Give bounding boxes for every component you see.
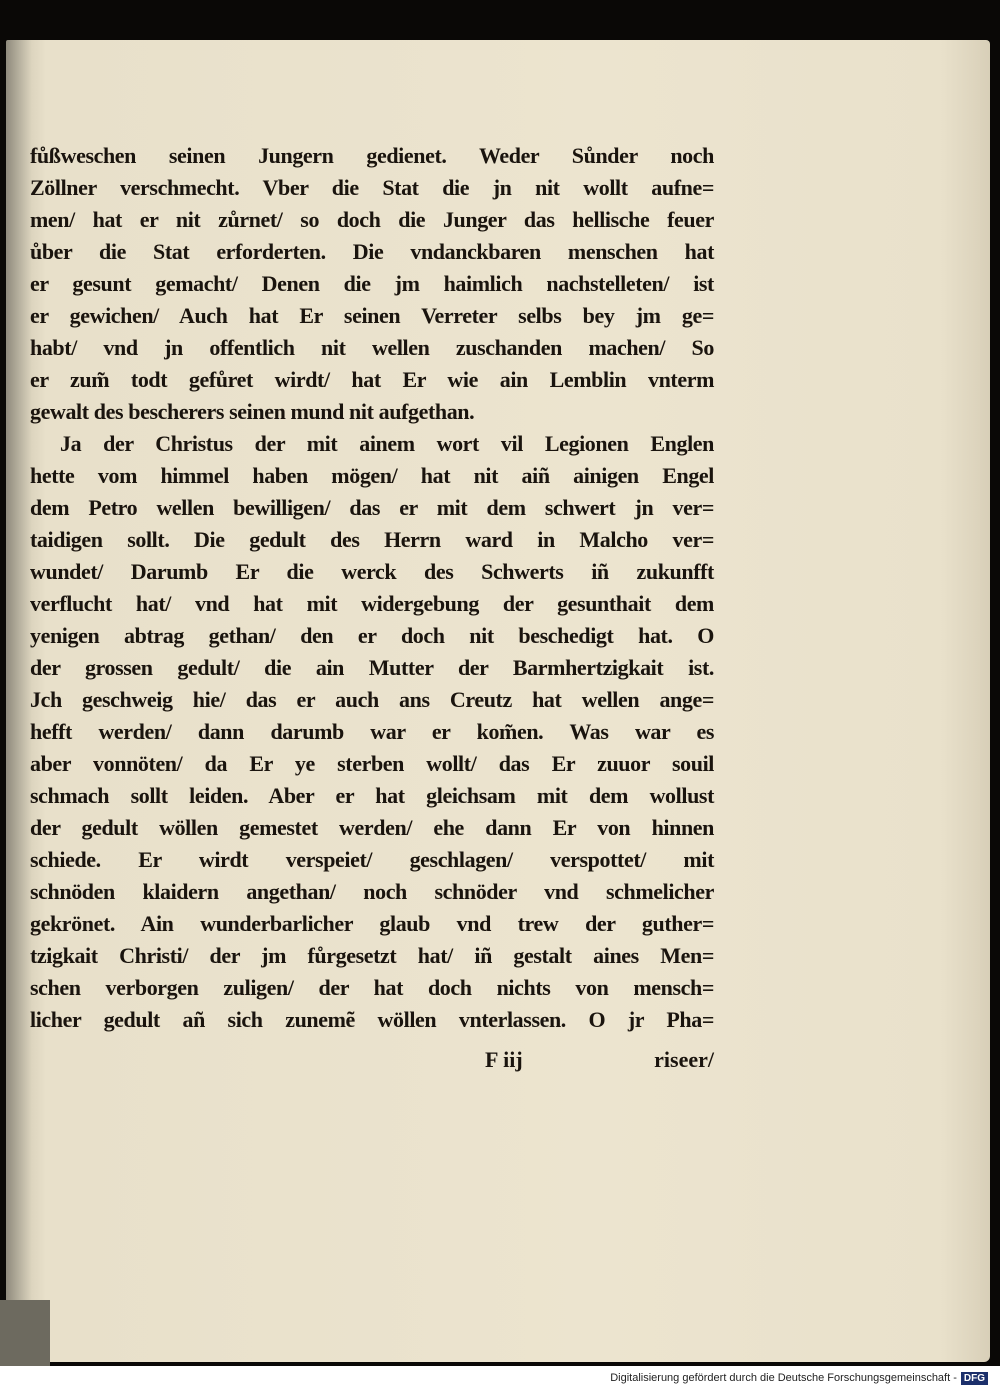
text-line: hette vom himmel haben mögen/ hat nit aiñ ainigen Engel [30,463,714,488]
text-line: er gesunt gemacht/ Denen die jm haimlich nachstelleten/ ist [30,271,714,296]
book-gutter [0,1300,50,1366]
text-line: er gewichen/ Auch hat Er seinen Verreter selbs bey jm ge= [30,303,714,328]
text-line: wundet/ Darumb Er die werck des Schwerts iñ zukunfft [30,559,714,584]
text-line: er zum̃ todt gefůret wirdt/ hat Er wie ain Lemblin vnterm [30,367,714,392]
text-line: dem Petro wellen bewilligen/ das er mit dem schwert jn ver= [30,495,714,520]
text-line: Ja der Christus der mit ainem wort vil Legionen Englen [60,431,714,456]
text-line: der gedult wöllen gemestet werden/ ehe dann Er von hinnen [30,815,714,840]
text-line: ůber die Stat erforderten. Die vndanckbaren menschen hat [30,239,714,264]
page-text [30,140,714,1036]
text-line: fůßweschen seinen Jungern gedienet. Weder Sůnder noch [30,143,714,168]
text-line: schiede. Er wirdt verspeiet/ geschlagen/ verspottet/ mit [30,847,714,872]
text-line: gekrönet. Ain wunderbarlicher glaub vnd trew der guther= [30,911,714,936]
text-line: schen verborgen zuligen/ der hat doch nichts von mensch= [30,975,714,1000]
digitization-credit [610,1370,988,1386]
text-line: Jch geschweig hie/ das er auch ans Creutz hat wellen ange= [30,687,714,712]
text-line: aber vonnöten/ da Er ye sterben wollt/ das Er zuuor souil [30,751,714,776]
credit-text: Digitalisierung gefördert durch die Deutsche Forschungsgemeinschaft - [610,1372,957,1384]
page-footer-line [30,1044,714,1076]
text-line: men/ hat er nit zůrnet/ so doch die Junger das hellische feuer [30,207,714,232]
text-line: gewalt des bescherers seinen mund nit aufgethan. [30,399,475,424]
dfg-logo: DFG [961,1372,988,1385]
text-line: habt/ vnd jn offentlich nit wellen zuschanden machen/ So [30,335,714,360]
signature-mark: F iij [485,1047,523,1072]
text-line: verflucht hat/ vnd hat mit widergebung der gesunthait dem [30,591,714,616]
text-line: licher gedult añ sich zunemẽ wöllen vnterlassen. O jr Pha= [30,1007,714,1032]
text-line: tzigkait Christi/ der jm fůrgesetzt hat/ iñ gestalt aines Men= [30,943,714,968]
text-line: Zöllner verschmecht. Vber die Stat die jn nit wollt aufne= [30,175,714,200]
text-line: der grossen gedult/ die ain Mutter der Barmhertzigkait ist. [30,655,714,680]
text-line: schnöden klaidern angethan/ noch schnöder vnd schmelicher [30,879,714,904]
text-line: schmach sollt leiden. Aber er hat gleichsam mit dem wollust [30,783,714,808]
text-line: hefft werden/ dann darumb war er kom̃en. Was war es [30,719,714,744]
text-line: yenigen abtrag gethan/ den er doch nit beschedigt hat. O [30,623,714,648]
text-line: taidigen sollt. Die gedult des Herrn ward in Malcho ver= [30,527,714,552]
catchword: riseer/ [654,1047,714,1072]
